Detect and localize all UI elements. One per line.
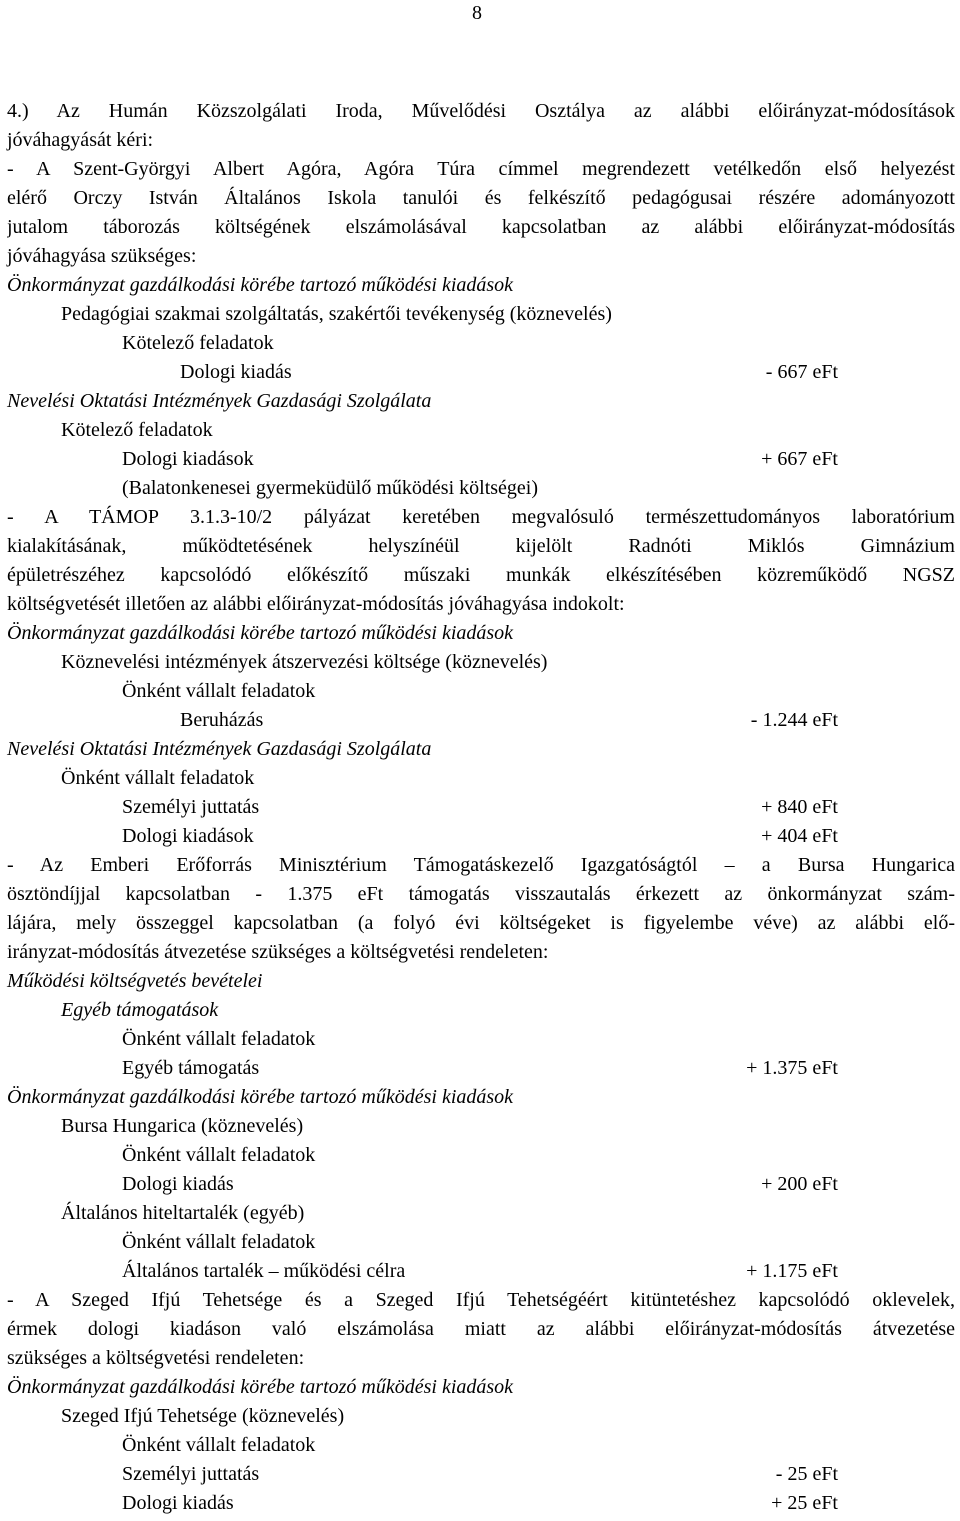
- item4-text-line-1: - A Szeged Ifjú Tehetsége és a Szeged Ifjú Tehetségéért kitüntetéshez kapcsolódó oklevelek,: [7, 1289, 955, 1311]
- item4-text-line-2: érmek dologi kiadáson való elszámolása miatt az alábbi előirányzat-módosítás átvezetése: [7, 1318, 955, 1340]
- item1-task-1: Kötelező feladatok: [122, 332, 274, 354]
- document-body: [7, 97, 955, 1518]
- item1-text-line-4: jóváhagyása szükséges:: [7, 245, 197, 267]
- budget-item-label: Dologi kiadások: [122, 825, 254, 847]
- item3-text-line-4: irányzat-módosítás átvezetése szükséges a költségvetési rendeleten:: [7, 941, 549, 963]
- item3-task-1: Önként vállalt feladatok: [122, 1144, 316, 1166]
- budget-item-amount: + 25 eFt: [771, 1492, 838, 1514]
- budget-item-amount: - 25 eFt: [775, 1463, 838, 1485]
- item3-revenue-group: Egyéb támogatások: [61, 999, 219, 1021]
- item3-revenue-task: Önként vállalt feladatok: [122, 1028, 316, 1050]
- item3-task-2: Önként vállalt feladatok: [122, 1231, 316, 1253]
- item1-budget-row-2: [7, 445, 955, 474]
- page-number: 8: [472, 2, 482, 24]
- item3-program-1: Bursa Hungarica (köznevelés): [61, 1115, 304, 1137]
- budget-item-label: Általános tartalék – működési célra: [122, 1260, 406, 1282]
- item1-budget-row-1: [7, 358, 955, 387]
- item1-text-line-2: elérő Orczy István Általános Iskola tanulói és felkészítő pedagógusai részére adományozott: [7, 187, 955, 209]
- section-heading-line-2: jóváhagyását kéri:: [7, 129, 154, 151]
- item3-program-2: Általános hiteltartalék (egyéb): [61, 1202, 305, 1224]
- item2-text-line-1: - A TÁMOP 3.1.3-10/2 pályázat keretében megvalósuló természettudományos laboratórium: [7, 506, 955, 528]
- budget-item-label: Dologi kiadás: [122, 1492, 234, 1514]
- item1-org-2: Nevelési Oktatási Intézmények Gazdasági Szolgálata: [7, 390, 432, 412]
- item1-text-line-3: jutalom táborozás költségének elszámolásával kapcsolatban az alábbi előirányzat-módosítás: [7, 216, 955, 238]
- item2-text-line-2: kialakításának, működtetésének helyszínéül kijelölt Radnóti Miklós Gimnázium: [7, 535, 955, 557]
- item4-task-1: Önként vállalt feladatok: [122, 1434, 316, 1456]
- budget-item-amount: - 1.244 eFt: [750, 709, 838, 731]
- item3-text-line-2: ösztöndíjjal kapcsolatban - 1.375 eFt támogatás visszautalás érkezett az önkormányzat szám-: [7, 883, 955, 905]
- section-heading-line-1: 4.) Az Humán Közszolgálati Iroda, Művelődési Osztálya az alábbi előirányzat-módosítások: [7, 100, 955, 122]
- budget-item-amount: - 667 eFt: [765, 361, 838, 383]
- item1-org-1: Önkormányzat gazdálkodási körébe tartozó működési kiadások: [7, 274, 514, 296]
- budget-item-amount: + 840 eFt: [761, 796, 838, 818]
- item2-program-1: Köznevelési intézmények átszervezési költsége (köznevelés): [61, 651, 548, 673]
- item2-task-2: Önként vállalt feladatok: [61, 767, 255, 789]
- budget-item-label: Személyi juttatás: [122, 1463, 260, 1485]
- budget-item-amount: + 1.175 eFt: [746, 1260, 838, 1282]
- item1-note: (Balatonkenesei gyermeküdülő működési költségei): [122, 477, 539, 499]
- budget-item-amount: + 1.375 eFt: [746, 1057, 838, 1079]
- item2-org-1: Önkormányzat gazdálkodási körébe tartozó működési kiadások: [7, 622, 514, 644]
- item4-program-1: Szeged Ifjú Tehetsége (köznevelés): [61, 1405, 345, 1427]
- item4-budget-row-1: [7, 1460, 955, 1489]
- item1-task-2: Kötelező feladatok: [61, 419, 213, 441]
- budget-item-amount: + 667 eFt: [761, 448, 838, 470]
- item3-org-1: Önkormányzat gazdálkodási körébe tartozó működési kiadások: [7, 1086, 514, 1108]
- budget-item-label: Dologi kiadás: [180, 361, 292, 383]
- item4-budget-row-2: [7, 1489, 955, 1518]
- budget-item-amount: + 404 eFt: [761, 825, 838, 847]
- item4-text-line-3: szükséges a költségvetési rendeleten:: [7, 1347, 305, 1369]
- budget-item-label: Beruházás: [180, 709, 264, 731]
- item3-budget-row-1: [7, 1170, 955, 1199]
- item2-org-2: Nevelési Oktatási Intézmények Gazdasági Szolgálata: [7, 738, 432, 760]
- item3-revenue-heading: Működési költségvetés bevételei: [7, 970, 263, 992]
- item2-text-line-4: költségvetését illetően az alábbi előirányzat-módosítás jóváhagyása indokolt:: [7, 593, 625, 615]
- item3-revenue-row: [7, 1054, 955, 1083]
- item2-task-1: Önként vállalt feladatok: [122, 680, 316, 702]
- item3-text-line-1: - Az Emberi Erőforrás Minisztérium Támogatáskezelő Igazgatóságtól – a Bursa Hungarica: [7, 854, 955, 876]
- item1-program-1: Pedagógiai szakmai szolgáltatás, szakértői tevékenység (köznevelés): [61, 303, 612, 325]
- item1-text-line-1: - A Szent-Györgyi Albert Agóra, Agóra Túra címmel megrendezett vetélkedőn első helyezést: [7, 158, 955, 180]
- item2-text-line-3: épületrészéhez kapcsolódó előkészítő műszaki munkák elkészítésében közreműködő NGSZ: [7, 564, 955, 586]
- item2-budget-row-3: [7, 822, 955, 851]
- budget-item-label: Egyéb támogatás: [122, 1057, 260, 1079]
- budget-item-label: Dologi kiadás: [122, 1173, 234, 1195]
- item2-budget-row-2: [7, 793, 955, 822]
- budget-item-label: Személyi juttatás: [122, 796, 260, 818]
- budget-item-amount: + 200 eFt: [761, 1173, 838, 1195]
- budget-item-label: Dologi kiadások: [122, 448, 254, 470]
- item3-text-line-3: lájára, mely összeggel kapcsolatban (a folyó évi költségeket is figyelembe véve) az alábbi elő-: [7, 912, 955, 934]
- item2-budget-row-1: [7, 706, 955, 735]
- item3-budget-row-2: [7, 1257, 955, 1286]
- item4-org-1: Önkormányzat gazdálkodási körébe tartozó működési kiadások: [7, 1376, 514, 1398]
